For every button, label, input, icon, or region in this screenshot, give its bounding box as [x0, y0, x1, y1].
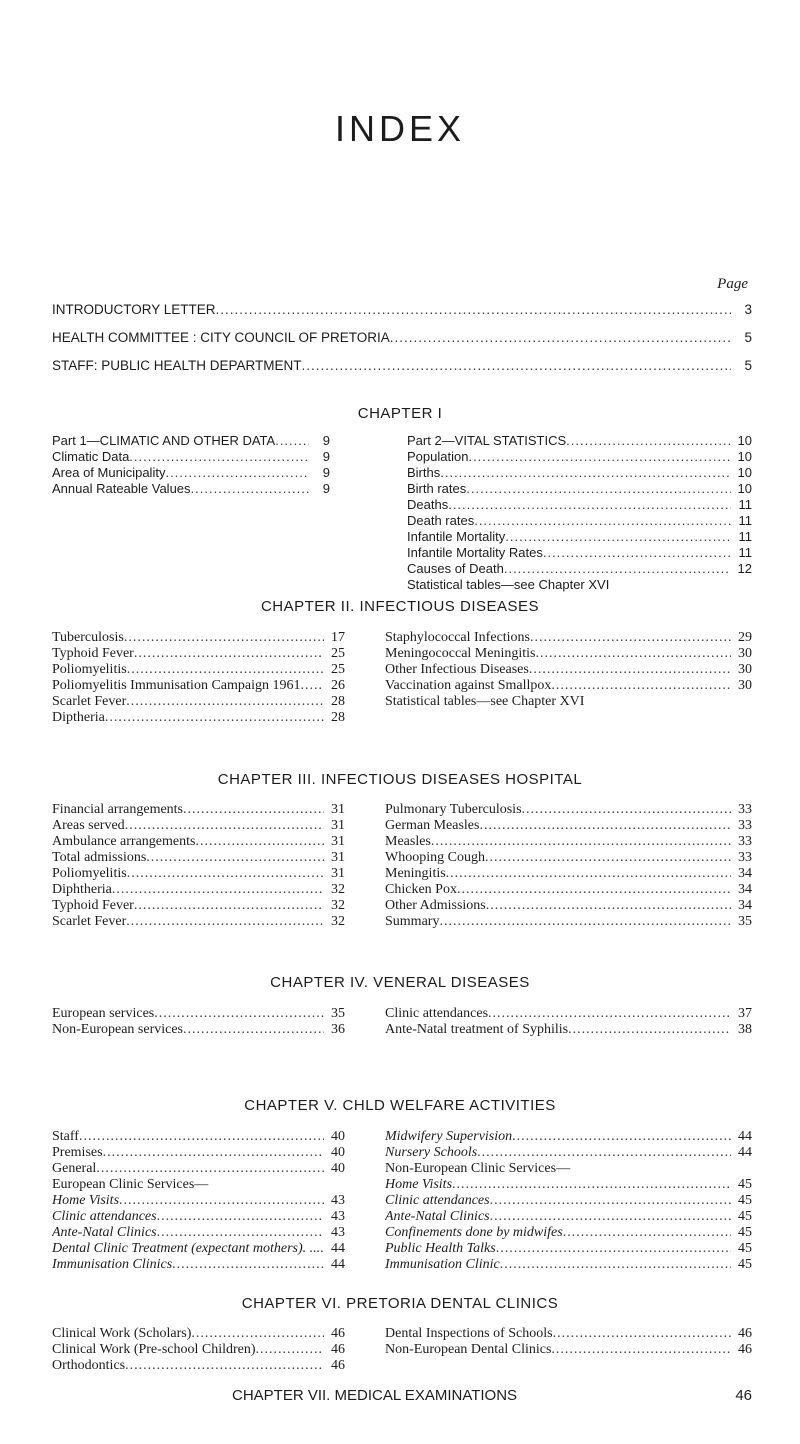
- index-entry: [385, 630, 752, 646]
- index-entry-page: 32: [331, 914, 345, 929]
- index-entry-label: Nursery Schools: [385, 1145, 478, 1160]
- index-entry: [52, 1225, 345, 1241]
- index-entry-page: 46: [738, 1342, 752, 1357]
- index-entry-page: 46: [331, 1358, 345, 1373]
- leader-dots: [457, 882, 731, 898]
- chapter-6-right-column: [385, 1326, 752, 1358]
- chapter-5-heading: CHAPTER V. CHLD WELFARE ACTIVITIES: [244, 1097, 556, 1114]
- leader-dots: [134, 898, 324, 914]
- index-entry: [385, 662, 752, 678]
- leader-dots: [165, 465, 309, 481]
- index-entry-label: Other Infectious Diseases: [385, 662, 529, 677]
- index-entry-label: Dental Clinic Treatment (expectant mothers). ...: [52, 1241, 321, 1256]
- leader-dots: [134, 646, 324, 662]
- index-entry: [385, 1145, 752, 1161]
- index-entry: [52, 1129, 345, 1145]
- chapter-3-heading: CHAPTER III. INFECTIOUS DISEASES HOSPITAL: [217, 771, 583, 788]
- index-entry-label: Poliomyelitis Immunisation Campaign 1961: [52, 678, 301, 693]
- front-entry-committee: HEALTH COMMITTEE : CITY COUNCIL OF PRETORIA ..... 5: [52, 330, 752, 346]
- index-entry-label: Home Visits: [385, 1177, 453, 1192]
- index-entry-label: Confinements done by midwifes: [385, 1225, 563, 1240]
- leader-dots: [439, 914, 731, 930]
- leader-dots: [529, 662, 731, 678]
- leader-dots: [477, 1145, 731, 1161]
- index-entry: [52, 1145, 345, 1161]
- index-entry-page: 11: [738, 513, 752, 528]
- index-entry: [385, 1129, 752, 1145]
- leader-dots: [146, 850, 324, 866]
- index-entry-page: 30: [738, 678, 752, 693]
- index-entry-page: 25: [331, 646, 345, 661]
- index-entry: [52, 465, 330, 481]
- index-entry: [407, 529, 752, 545]
- index-entry: [385, 1006, 752, 1022]
- index-entry-label: Chicken Pox: [385, 882, 457, 897]
- index-entry-page: 45: [738, 1241, 752, 1256]
- index-entry-label: Clinic attendances: [385, 1006, 489, 1021]
- index-entry-label: Typhoid Fever: [52, 898, 134, 913]
- index-entry-label: Immunisation Clinics: [52, 1257, 173, 1272]
- leader-dots: [485, 850, 731, 866]
- leader-dots: [183, 802, 324, 818]
- index-entry-page: 45: [738, 1225, 752, 1240]
- index-entry-page: 32: [331, 882, 345, 897]
- index-entry: [52, 1193, 345, 1209]
- index-entry-page: 43: [331, 1193, 345, 1208]
- index-entry: [385, 678, 752, 694]
- chapter-4-left-column: [52, 1006, 345, 1038]
- index-entry-page: 30: [738, 646, 752, 661]
- index-entry-page: 34: [738, 898, 752, 913]
- leader-dots: [551, 1342, 731, 1358]
- index-entry-label: Total admissions: [52, 850, 147, 865]
- index-entry-label: Immunisation Clinic: [385, 1257, 500, 1272]
- leader-dots: [553, 1326, 731, 1342]
- leader-dots: [112, 882, 324, 898]
- index-entry: [407, 497, 752, 513]
- leader-dots: [124, 630, 324, 646]
- index-entry-label: Birth rates: [407, 481, 467, 496]
- index-entry: [385, 1022, 752, 1038]
- index-entry-label: Non-European services: [52, 1022, 184, 1037]
- index-entry-page: 44: [331, 1257, 345, 1272]
- index-entry-label: Ante-Natal treatment of Syphilis: [385, 1022, 569, 1037]
- chapter-1-heading: CHAPTER I: [357, 405, 443, 422]
- index-entry-label: Ante-Natal Clinics: [52, 1225, 157, 1240]
- index-entry-page: 31: [331, 802, 345, 817]
- index-entry: [385, 646, 752, 662]
- index-entry: [407, 545, 752, 561]
- index-entry-page: 10: [737, 481, 752, 496]
- index-entry: [407, 513, 752, 529]
- index-entry-label: Premises: [52, 1145, 103, 1160]
- index-entry-label: Scarlet Fever: [52, 694, 127, 709]
- index-entry-page: 31: [331, 866, 345, 881]
- leader-dots: [448, 497, 731, 513]
- index-entry-page: 35: [331, 1006, 345, 1021]
- index-entry: [52, 630, 345, 646]
- index-entry-label: Deaths: [407, 497, 449, 512]
- leader-dots: [105, 710, 324, 726]
- index-entry-label: Home Visits: [52, 1193, 120, 1208]
- index-entry-page: 9: [322, 449, 330, 464]
- index-entry-label: Summary: [385, 914, 440, 929]
- index-entry-page: 46: [331, 1342, 345, 1357]
- index-entry: [52, 1022, 345, 1038]
- index-entry-label: Poliomyelitis: [52, 866, 127, 881]
- index-entry-page: 33: [738, 850, 752, 865]
- index-entry-label: Typhoid Fever: [52, 646, 134, 661]
- index-entry: [385, 914, 752, 930]
- leader-dots: [440, 465, 731, 481]
- index-entry-label: Non-European Dental Clinics: [385, 1342, 552, 1357]
- index-entry: [385, 1225, 752, 1241]
- chapter-5-left-column: [52, 1129, 345, 1273]
- index-entry-label: Scarlet Fever: [52, 914, 127, 929]
- leader-dots: [79, 1129, 324, 1145]
- index-entry-label: Area of Municipality: [52, 465, 166, 480]
- index-entry-label: Whooping Cough: [385, 850, 485, 865]
- index-entry-label: Measles: [385, 834, 431, 849]
- index-entry: [52, 678, 345, 694]
- leader-dots: [195, 834, 324, 850]
- index-entry-page: 9: [322, 481, 330, 496]
- index-entry-label: German Measles: [385, 818, 480, 833]
- page-column-label: Page: [717, 276, 748, 292]
- index-entry-label: Statistical tables—see Chapter XVI: [407, 577, 610, 592]
- index-entry-label: Pulmonary Tuberculosis: [385, 802, 522, 817]
- leader-dots: [530, 630, 731, 646]
- index-entry: [52, 646, 345, 662]
- index-entry-label: Causes of Death: [407, 561, 504, 576]
- index-entry-label: Meningococcal Meningitis: [385, 646, 536, 661]
- index-entry: [52, 866, 345, 882]
- index-entry-page: 45: [738, 1257, 752, 1272]
- index-entry-page: 33: [738, 818, 752, 833]
- index-entry-page: 28: [331, 694, 345, 709]
- index-entry-page: 34: [738, 882, 752, 897]
- leader-dots: [172, 1257, 324, 1273]
- index-entry: [52, 1209, 345, 1225]
- chapter-4-right-column: [385, 1006, 752, 1038]
- leader-dots: [566, 433, 731, 449]
- index-entry-page: 34: [738, 866, 752, 881]
- chapter-6-heading: CHAPTER VI. PRETORIA DENTAL CLINICS: [241, 1295, 559, 1312]
- leader-dots: [543, 545, 731, 561]
- index-entry: [385, 898, 752, 914]
- index-entry-label: Meningitis: [385, 866, 446, 881]
- leader-dots: [183, 1022, 324, 1038]
- index-entry-page: 44: [738, 1145, 752, 1160]
- leader-dots: [535, 646, 731, 662]
- index-entry-page: 37: [738, 1006, 752, 1021]
- leader-dots: [490, 1209, 731, 1225]
- index-entry-label: Clinic attendances: [385, 1193, 490, 1208]
- index-entry: [52, 710, 345, 726]
- index-entry-label: Annual Rateable Values: [52, 481, 191, 496]
- index-entry: [407, 449, 752, 465]
- index-entry: [407, 577, 752, 593]
- index-entry-page: 9: [322, 465, 330, 480]
- index-entry: [385, 818, 752, 834]
- index-entry-label: Poliomyelitis: [52, 662, 127, 677]
- index-entry: [52, 1241, 345, 1257]
- index-entry-page: 9: [322, 433, 330, 448]
- index-entry: [385, 1342, 752, 1358]
- index-entry: [52, 481, 330, 497]
- index-entry-label: Other Admissions: [385, 898, 486, 913]
- leader-dots: [127, 866, 324, 882]
- index-entry-page: 44: [331, 1241, 345, 1256]
- index-entry-page: 36: [331, 1022, 345, 1037]
- leader-dots: [486, 898, 731, 914]
- index-entry-label: Midwifery Supervision: [385, 1129, 513, 1144]
- index-entry: [385, 850, 752, 866]
- index-entry-label: Part 2—VITAL STATISTICS: [407, 433, 567, 448]
- index-entry-label: General: [52, 1161, 97, 1176]
- index-entry-page: 11: [738, 497, 752, 512]
- index-entry-label: Infantile Mortality: [407, 529, 506, 544]
- index-entry-page: 45: [738, 1177, 752, 1192]
- index-entry: [52, 850, 345, 866]
- index-entry: [52, 1006, 345, 1022]
- index-entry-page: 31: [331, 850, 345, 865]
- index-entry: [52, 1177, 345, 1193]
- index-entry-label: Non-European Clinic Services—: [385, 1161, 571, 1176]
- leader-dots: [126, 914, 324, 930]
- index-entry-page: 40: [331, 1145, 345, 1160]
- index-entry-label: European services: [52, 1006, 155, 1021]
- chapter-7-entry: [232, 1387, 752, 1404]
- index-entry-label: Births: [407, 465, 441, 480]
- index-entry: [52, 914, 345, 930]
- index-entry-page: 33: [738, 802, 752, 817]
- index-entry: [52, 1257, 345, 1273]
- index-entry-page: 25: [331, 662, 345, 677]
- index-entry-page: 43: [331, 1225, 345, 1240]
- index-entry-label: Tuberculosis: [52, 630, 124, 645]
- index-entry-label: Staff: [52, 1129, 79, 1144]
- index-entry-label: Public Health Talks: [385, 1241, 496, 1256]
- leader-dots: [275, 433, 309, 449]
- index-entry-label: European Clinic Services—: [52, 1177, 209, 1192]
- index-entry-page: 12: [737, 561, 752, 576]
- index-entry: [52, 898, 345, 914]
- index-entry: [52, 1161, 345, 1177]
- chapter-4-heading: CHAPTER IV. VENERAL DISEASES: [270, 974, 530, 991]
- index-entry-label: Clinical Work (Scholars): [52, 1326, 192, 1341]
- chapter-3-left-column: [52, 802, 345, 930]
- chapter-2-heading: CHAPTER II. INFECTIOUS DISEASES: [260, 598, 540, 615]
- chapter-3-right-column: [385, 802, 752, 930]
- index-entry: [52, 1358, 345, 1374]
- index-entry-page: 38: [738, 1022, 752, 1037]
- index-entry: [385, 834, 752, 850]
- chapter-6-left-column: [52, 1326, 345, 1374]
- index-entry-label: Clinical Work (Pre-school Children): [52, 1342, 256, 1357]
- index-entry-label: Ambulance arrangements: [52, 834, 196, 849]
- leader-dots: [452, 1177, 731, 1193]
- index-entry-page: 31: [331, 834, 345, 849]
- front-matter-list: [52, 302, 752, 374]
- index-entry-label: Death rates: [407, 513, 475, 528]
- index-entry-label: Population: [407, 449, 469, 464]
- index-entry-page: 45: [738, 1209, 752, 1224]
- leader-dots: [103, 1145, 324, 1161]
- leader-dots: [468, 449, 731, 465]
- index-entry-page: 35: [738, 914, 752, 929]
- leader-dots: [431, 834, 731, 850]
- leader-dots: [119, 1193, 324, 1209]
- index-entry: [52, 818, 345, 834]
- leader-dots: [500, 1257, 731, 1273]
- index-entry-page: 43: [331, 1209, 345, 1224]
- index-entry-label: Statistical tables—see Chapter XVI: [385, 694, 585, 709]
- index-entry: [52, 1326, 345, 1342]
- index-entry: [52, 433, 330, 449]
- index-entry-page: 44: [738, 1129, 752, 1144]
- leader-dots: [563, 1225, 731, 1241]
- index-entry-label: Clinic attendances: [52, 1209, 157, 1224]
- index-entry-page: 26: [331, 678, 345, 693]
- index-entry-page: 10: [737, 449, 752, 464]
- index-entry-label: Diptheria: [52, 710, 105, 725]
- leader-dots: [568, 1022, 731, 1038]
- index-entry-label: Dental Inspections of Schools: [385, 1326, 553, 1341]
- leader-dots: [496, 1241, 731, 1257]
- chapter-2-left-column: [52, 630, 345, 726]
- leader-dots: [551, 678, 731, 694]
- index-entry-label: Orthodontics: [52, 1358, 126, 1373]
- index-entry-page: 30: [738, 662, 752, 677]
- chapter-1-left-column: [52, 433, 330, 497]
- leader-dots: [126, 694, 324, 710]
- leader-dots: [488, 1006, 731, 1022]
- leader-dots: [191, 1326, 324, 1342]
- index-entry: [385, 1177, 752, 1193]
- front-entry-intro: INTRODUCTORY LETTER ..... 3: [52, 302, 752, 318]
- leader-dots: [191, 481, 309, 497]
- leader-dots: [466, 481, 731, 497]
- index-entry-label: Ante-Natal Clinics: [385, 1209, 490, 1224]
- index-entry-label: Infantile Mortality Rates: [407, 545, 543, 560]
- index-entry-page: 28: [331, 710, 345, 725]
- index-entry: [385, 1193, 752, 1209]
- leader-dots: [129, 449, 309, 465]
- leader-dots: [256, 1342, 324, 1358]
- leader-dots: [446, 866, 731, 882]
- chapter-2-right-column: [385, 630, 752, 710]
- index-entry-page: 29: [738, 630, 752, 645]
- index-entry-page: 45: [738, 1193, 752, 1208]
- index-entry: [385, 1326, 752, 1342]
- leader-dots: [490, 1193, 731, 1209]
- index-entry: [385, 694, 752, 710]
- index-entry-page: 10: [737, 433, 752, 448]
- index-entry-page: 46: [738, 1326, 752, 1341]
- index-entry: [52, 694, 345, 710]
- index-entry-page: 17: [331, 630, 345, 645]
- index-entry: [385, 1209, 752, 1225]
- index-entry: [52, 662, 345, 678]
- index-entry-page: 40: [331, 1161, 345, 1176]
- index-entry: [407, 481, 752, 497]
- leader-dots: [157, 1209, 324, 1225]
- page-title: INDEX: [334, 108, 466, 149]
- index-entry: [407, 465, 752, 481]
- index-entry-page: 32: [331, 898, 345, 913]
- index-entry-page: 11: [738, 529, 752, 544]
- chapter-7-page: 46: [735, 1387, 752, 1404]
- index-entry: [407, 433, 752, 449]
- index-entry-label: Staphylococcal Infections: [385, 630, 531, 645]
- leader-dots: [474, 513, 731, 529]
- index-entry: [385, 1257, 752, 1273]
- leader-dots: [157, 1225, 324, 1241]
- leader-dots: [504, 561, 731, 577]
- front-entry-staff: STAFF: PUBLIC HEALTH DEPARTMENT ..... 5: [52, 358, 752, 374]
- index-entry: [385, 882, 752, 898]
- index-entry-page: 40: [331, 1129, 345, 1144]
- index-entry-label: Financial arrangements: [52, 802, 184, 817]
- index-entry: [385, 1161, 752, 1177]
- index-entry-page: 33: [738, 834, 752, 849]
- leader-dots: [320, 1241, 324, 1257]
- index-entry-label: Diphtheria: [52, 882, 112, 897]
- chapter-7-heading: CHAPTER VII. MEDICAL EXAMINATIONS: [232, 1387, 518, 1404]
- index-entry: [52, 1342, 345, 1358]
- leader-dots: [125, 1358, 324, 1374]
- index-entry-page: 46: [331, 1326, 345, 1341]
- leader-dots: [96, 1161, 324, 1177]
- leader-dots: [522, 802, 731, 818]
- chapter-1-right-column: [407, 433, 752, 593]
- index-entry: [385, 866, 752, 882]
- index-entry-page: 31: [331, 818, 345, 833]
- index-entry-label: Areas served: [52, 818, 125, 833]
- leader-dots: [301, 678, 325, 694]
- index-entry: [52, 834, 345, 850]
- leader-dots: [154, 1006, 324, 1022]
- index-entry: [52, 802, 345, 818]
- index-entry-label: Part 1—CLIMATIC AND OTHER DATA: [52, 433, 276, 448]
- leader-dots: [512, 1129, 731, 1145]
- index-entry: [385, 1241, 752, 1257]
- leader-dots: [127, 662, 324, 678]
- index-entry-page: 11: [738, 545, 752, 560]
- index-entry: [407, 561, 752, 577]
- index-entry-label: Vaccination against Smallpox: [385, 678, 552, 693]
- leader-dots: [125, 818, 324, 834]
- leader-dots: [479, 818, 731, 834]
- index-entry: [385, 802, 752, 818]
- index-entry: [52, 882, 345, 898]
- chapter-5-right-column: [385, 1129, 752, 1273]
- index-entry: [52, 449, 330, 465]
- index-entry-label: Climatic Data: [52, 449, 130, 464]
- index-entry-page: 10: [737, 465, 752, 480]
- leader-dots: [505, 529, 731, 545]
